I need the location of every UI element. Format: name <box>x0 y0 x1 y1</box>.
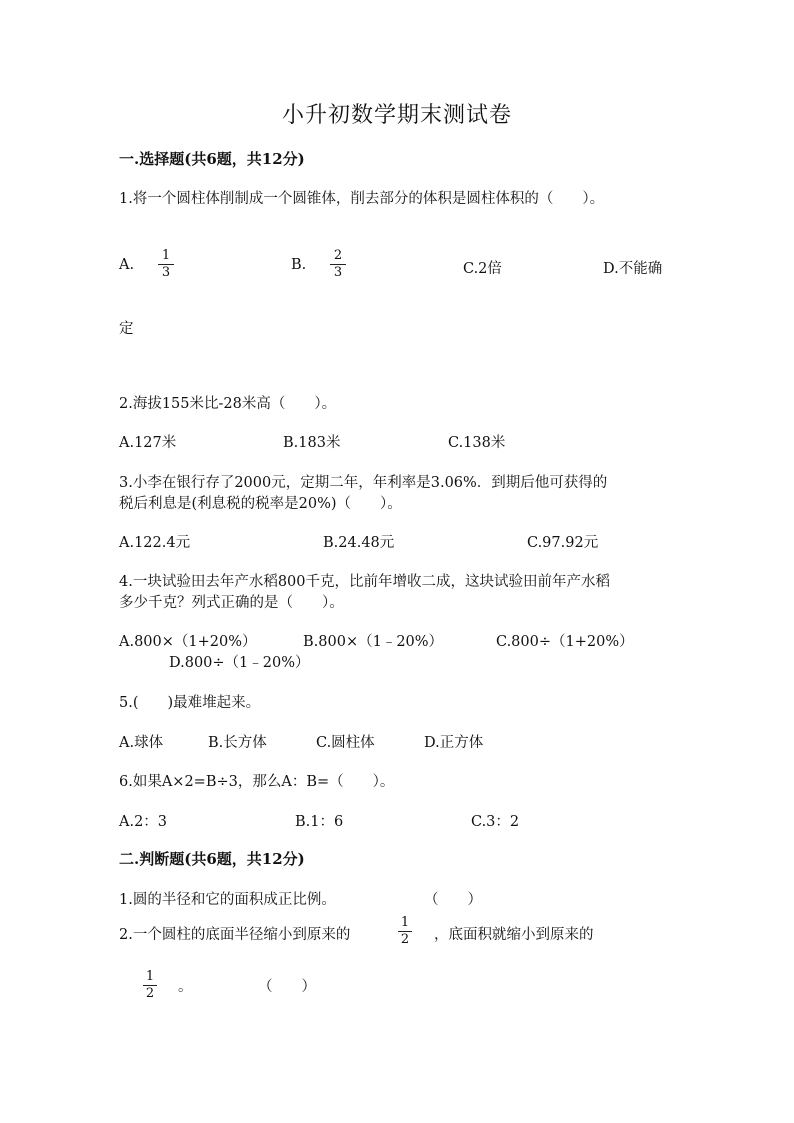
q4-option-d: D.800÷（1﹣20%） <box>169 655 310 671</box>
judgement-1-text: 1.圆的半径和它的面积成正比例。 <box>119 892 336 908</box>
judgement-2-blank: （ ） <box>258 979 316 995</box>
section-heading-choice: 一.选择题(共6题，共12分) <box>119 150 305 168</box>
question-3-line-1: 3.小李在银行存了2000元，定期二年，年利率是3.06%．到期后他可获得的 <box>119 475 608 491</box>
question-1-text: 1.将一个圆柱体削制成一个圆锥体，削去部分的体积是圆柱体积的（ ）。 <box>119 191 605 207</box>
q1-option-b-label: B. <box>291 257 307 273</box>
q3-option-a: A.122.4元 <box>119 535 191 551</box>
q6-option-b: B.1：6 <box>295 814 344 830</box>
q5-option-c: C.圆柱体 <box>316 735 375 751</box>
judgement-2-end: 。 <box>178 979 193 995</box>
q1-option-b-fraction <box>330 249 346 280</box>
question-4-line-1: 4.一块试验田去年产水稻800千克，比前年增收二成，这块试验田前年产水稻 <box>119 574 611 590</box>
section-heading-judgement: 二.判断题(共6题，共12分) <box>119 850 305 868</box>
judgement-2-text-before: 2.一个圆柱的底面半径缩小到原来的 <box>119 927 351 943</box>
fraction-numerator: 2 <box>333 248 343 263</box>
q5-option-b: B.长方体 <box>208 735 267 751</box>
q4-option-b: B.800×（1﹣20%） <box>303 634 444 650</box>
page-title: 小升初数学期末测试卷 <box>281 103 512 128</box>
q1-option-d: D.不能确 <box>603 261 663 277</box>
fraction-denominator: 2 <box>145 986 155 1001</box>
question-5-text: 5.( )最难堆起来。 <box>119 695 261 711</box>
q3-option-c: C.97.92元 <box>527 535 599 551</box>
q1-option-d-continued: 定 <box>119 321 134 337</box>
q1-option-a-label: A. <box>119 257 135 273</box>
q1-option-a-fraction <box>158 249 174 280</box>
judgement-2-text-after: ，底面积就缩小到原来的 <box>434 927 594 943</box>
q5-option-d: D.正方体 <box>424 735 484 751</box>
q5-option-a: A.球体 <box>119 735 164 751</box>
q2-option-a: A.127米 <box>119 435 177 451</box>
fraction-denominator: 3 <box>333 265 343 280</box>
q4-option-a: A.800×（1+20%） <box>119 634 257 650</box>
q2-option-b: B.183米 <box>283 435 341 451</box>
fraction-denominator: 3 <box>161 265 171 280</box>
q1-option-c: C.2倍 <box>463 261 502 277</box>
q6-option-c: C.3：2 <box>471 814 520 830</box>
q3-option-b: B.24.48元 <box>323 535 395 551</box>
fraction-numerator: 1 <box>161 248 171 263</box>
fraction-numerator: 1 <box>400 915 410 930</box>
judgement-2-fraction-1 <box>398 916 412 947</box>
fraction-denominator: 2 <box>400 932 410 947</box>
q2-option-c: C.138米 <box>448 435 506 451</box>
question-6-text: 6.如果A×2=B÷3，那么A：B=（ ）。 <box>119 774 395 790</box>
question-4-line-2: 多少千克？列式正确的是（ ）。 <box>119 595 344 611</box>
question-3-line-2: 税后利息是(利息税的税率是20%)（ ）。 <box>119 496 402 512</box>
judgement-2-fraction-2 <box>143 970 157 1001</box>
q4-option-c: C.800÷（1+20%） <box>496 634 634 650</box>
judgement-1-blank: （ ） <box>424 892 482 908</box>
fraction-numerator: 1 <box>145 969 155 984</box>
question-2-text: 2.海拔155米比-28米高（ ）。 <box>119 396 337 412</box>
q6-option-a: A.2：3 <box>119 814 168 830</box>
